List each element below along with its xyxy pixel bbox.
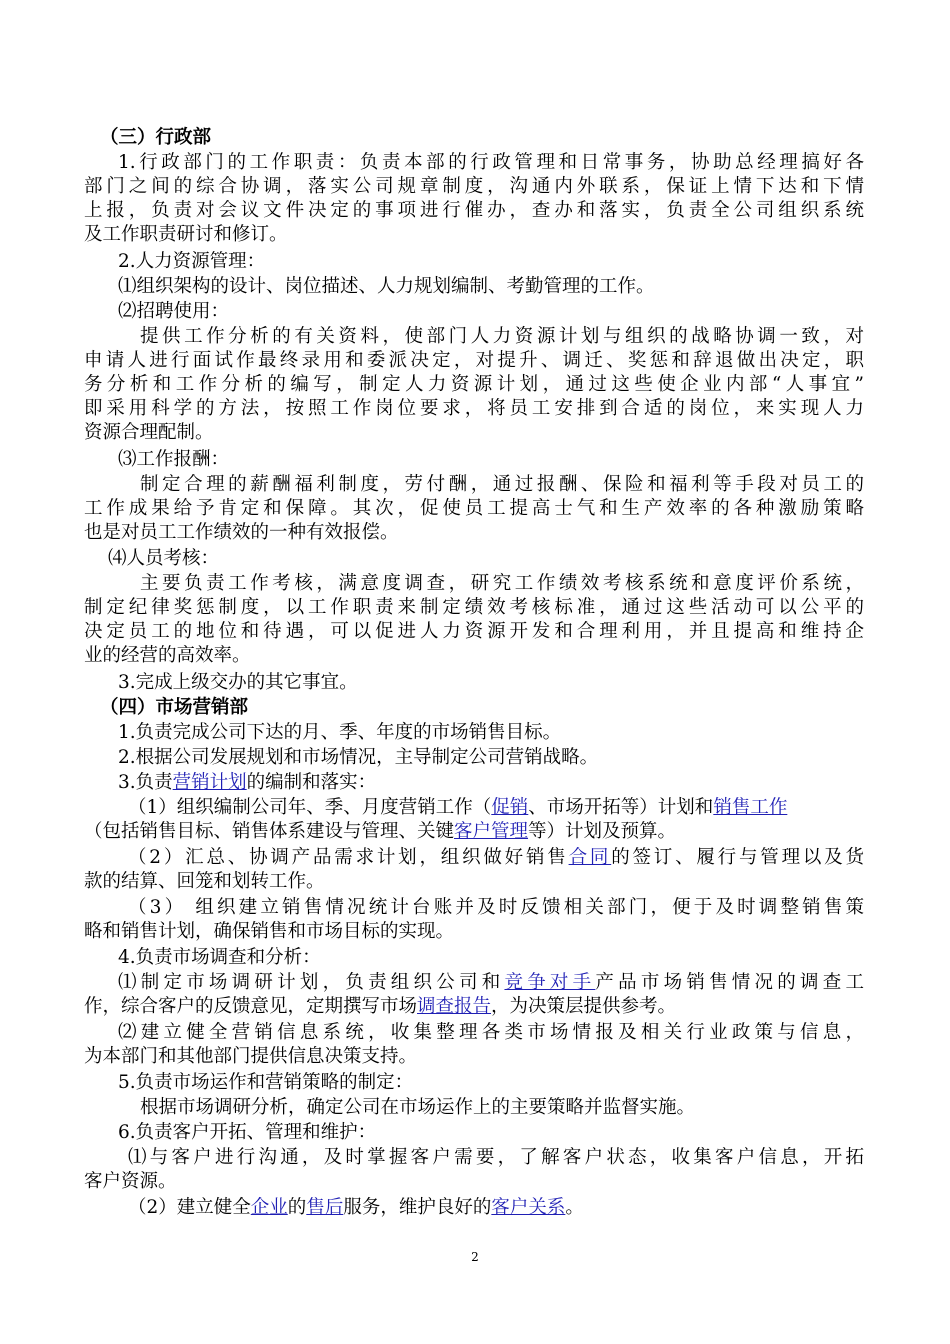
text-run: 决定员工的地位和待遇，可以促进人力资源开发和合理利用，并且提高和维持企: [84, 621, 864, 642]
text-line: [84, 521, 399, 545]
text-run: ⑷人员考核：: [108, 548, 220, 569]
hyperlink[interactable]: 企业: [250, 1197, 288, 1218]
text-run: （2）建立健全: [128, 1197, 251, 1218]
text-run: 1.负责完成公司下达的月、季、年度的市场销售目标。: [118, 722, 562, 743]
section-heading: [100, 696, 248, 720]
text-run: ，为决策层提供参考。: [491, 996, 677, 1017]
text-run: 等）计划及预算。: [528, 821, 677, 842]
text-run: 产品市场销售情况的调查工: [595, 972, 864, 993]
text-line: [84, 596, 864, 620]
text-line: [118, 250, 265, 274]
text-run: 。: [565, 1197, 584, 1218]
text-line: [140, 473, 864, 497]
text-run: ⑶工作报酬：: [118, 449, 230, 470]
text-run: 客户资源。: [84, 1171, 177, 1192]
text-line: [84, 1045, 417, 1069]
text-line: [84, 349, 864, 373]
text-line: [118, 746, 598, 770]
text-run: （2）汇总、协调产品需求计划，组织做好销售: [128, 847, 569, 868]
text-run: 主要负责工作考核，满意度调查，研究工作绩效考核系统和意度评价系统，: [140, 573, 864, 594]
text-run: 5.负责市场运作和营销策略的制定：: [118, 1072, 414, 1093]
text-run: ⑴与客户进行沟通，及时掌握客户需要，了解客户状态，收集客户信息，开拓: [128, 1147, 864, 1168]
text-run: 提供工作分析的有关资料，使部门人力资源计划与组织的战略协调一致，对: [140, 326, 864, 347]
text-run: 根据市场调研分析，确定公司在市场运作上的主要策略并监督实施。: [140, 1097, 696, 1118]
text-line: [128, 896, 864, 920]
text-line: [84, 199, 864, 223]
text-run: 也是对员工工作绩效的一种有效报偿。: [84, 522, 399, 543]
text-run: 资源合理配制。: [84, 422, 214, 443]
text-line: [118, 946, 321, 970]
hyperlink[interactable]: 客户管理: [454, 821, 529, 842]
text-line: [108, 547, 219, 571]
text-run: 部门之间的综合协调，落实公司规章制度，沟通内外联系，保证上情下达和下情: [84, 176, 864, 197]
text-run: 服务，维护良好的: [343, 1197, 492, 1218]
text-run: ⑵招聘使用：: [118, 301, 230, 322]
text-line: [118, 1071, 413, 1095]
text-line: [118, 671, 358, 695]
text-line: [118, 1121, 376, 1145]
text-line: [118, 275, 655, 299]
page-number: 2: [471, 1250, 479, 1264]
hyperlink[interactable]: 营销计划: [172, 772, 247, 793]
text-run: 3.负责: [118, 772, 173, 793]
text-run: 的签订、履行与管理以及货: [611, 847, 864, 868]
text-line: [118, 448, 229, 472]
text-line: [140, 325, 864, 349]
text-line: [128, 1146, 864, 1170]
text-run: ⑵建立健全营销信息系统，收集整理各类市场情报及相关行业政策与信息，: [118, 1022, 864, 1043]
text-line: [84, 620, 864, 644]
text-run: 作，综合客户的反馈意见，定期撰写市场: [84, 996, 418, 1017]
text-line: [140, 572, 864, 596]
hyperlink[interactable]: 客户关系: [491, 1197, 566, 1218]
text-run: 申请人进行面试作最终录用和委派决定，对提升、调迁、奖惩和辞退做出决定，职: [84, 350, 864, 371]
text-line: [140, 1096, 695, 1120]
section-heading: [100, 126, 211, 150]
hyperlink[interactable]: 竞争对手: [504, 972, 596, 993]
hyperlink[interactable]: 销售工作: [713, 797, 788, 818]
text-run: 2.根据公司发展规划和市场情况，主导制定公司营销战略。: [118, 747, 599, 768]
text-run: 、市场开拓等）计划和: [528, 797, 714, 818]
hyperlink[interactable]: 合同: [568, 847, 612, 868]
text-run: （3） 组织建立销售情况统计台账并及时反馈相关部门，便于及时调整销售策: [128, 897, 864, 918]
text-line: [84, 920, 454, 944]
text-line: [128, 1196, 584, 1220]
text-run: （三）行政部: [100, 127, 212, 148]
text-line: [84, 397, 864, 421]
text-run: 制定纪律奖惩制度，以工作职责来制定绩效考核标准，通过这些活动可以公平的: [84, 597, 864, 618]
text-run: ⑴制定市场调研计划，负责组织公司和: [118, 972, 505, 993]
text-line: [118, 151, 864, 175]
text-run: 上报，负责对会议文件决定的事项进行催办，查办和落实，负责全公司组织系统: [84, 200, 864, 221]
text-run: ⑴组织架构的设计、岗位描述、人力规划编制、考勤管理的工作。: [118, 276, 655, 297]
text-run: 工作成果给予肯定和保障。其次，促使员工提高士气和生产效率的各种激励策略: [84, 498, 864, 519]
hyperlink[interactable]: 促销: [491, 797, 529, 818]
text-line: [118, 971, 864, 995]
text-line: [118, 771, 376, 795]
text-line: [84, 421, 214, 445]
text-run: 3.完成上级交办的其它事宜。: [118, 672, 358, 693]
text-run: 1.行政部门的工作职责：负责本部的行政管理和日常事务，协助总经理搞好各: [118, 152, 864, 173]
text-run: 的: [287, 1197, 307, 1218]
text-line: [128, 796, 787, 820]
text-run: （包括销售目标、销售体系建设与管理、关键: [84, 821, 455, 842]
text-line: [84, 995, 676, 1019]
hyperlink[interactable]: 调查报告: [417, 996, 492, 1017]
text-line: [84, 175, 864, 199]
text-line: [118, 721, 561, 745]
text-line: [84, 223, 288, 247]
text-line: [84, 373, 864, 397]
text-line: [84, 497, 864, 521]
text-run: 为本部门和其他部门提供信息决策支持。: [84, 1046, 418, 1067]
text-run: 6.负责客户开拓、管理和维护：: [118, 1122, 377, 1143]
text-run: 的编制和落实：: [246, 772, 377, 793]
text-line: [84, 644, 251, 668]
text-run: 及工作职责研讨和修订。: [84, 224, 288, 245]
text-run: 务分析和工作分析的编写，制定人力资源计划，通过这些使企业内部“人事宜”: [84, 374, 864, 395]
text-line: [84, 870, 325, 894]
text-run: （1）组织编制公司年、季、月度营销工作（: [128, 797, 492, 818]
text-line: [128, 846, 864, 870]
text-line: [84, 1170, 177, 1194]
text-line: [118, 300, 229, 324]
hyperlink[interactable]: 售后: [306, 1197, 344, 1218]
text-run: 业的经营的高效率。: [84, 645, 251, 666]
text-run: 制定合理的薪酬福利制度，劳付酬，通过报酬、保险和福利等手段对员工的: [140, 474, 864, 495]
text-run: 款的结算、回笼和划转工作。: [84, 871, 325, 892]
text-run: （四）市场营销部: [100, 697, 249, 718]
text-run: 即采用科学的方法，按照工作岗位要求，将员工安排到合适的岗位，来实现人力: [84, 398, 864, 419]
text-run: 4.负责市场调查和分析：: [118, 947, 321, 968]
text-run: 略和销售计划，确保销售和市场目标的实现。: [84, 921, 455, 942]
text-line: [118, 1021, 864, 1045]
text-line: [84, 820, 676, 844]
text-run: 2.人力资源管理：: [118, 251, 266, 272]
